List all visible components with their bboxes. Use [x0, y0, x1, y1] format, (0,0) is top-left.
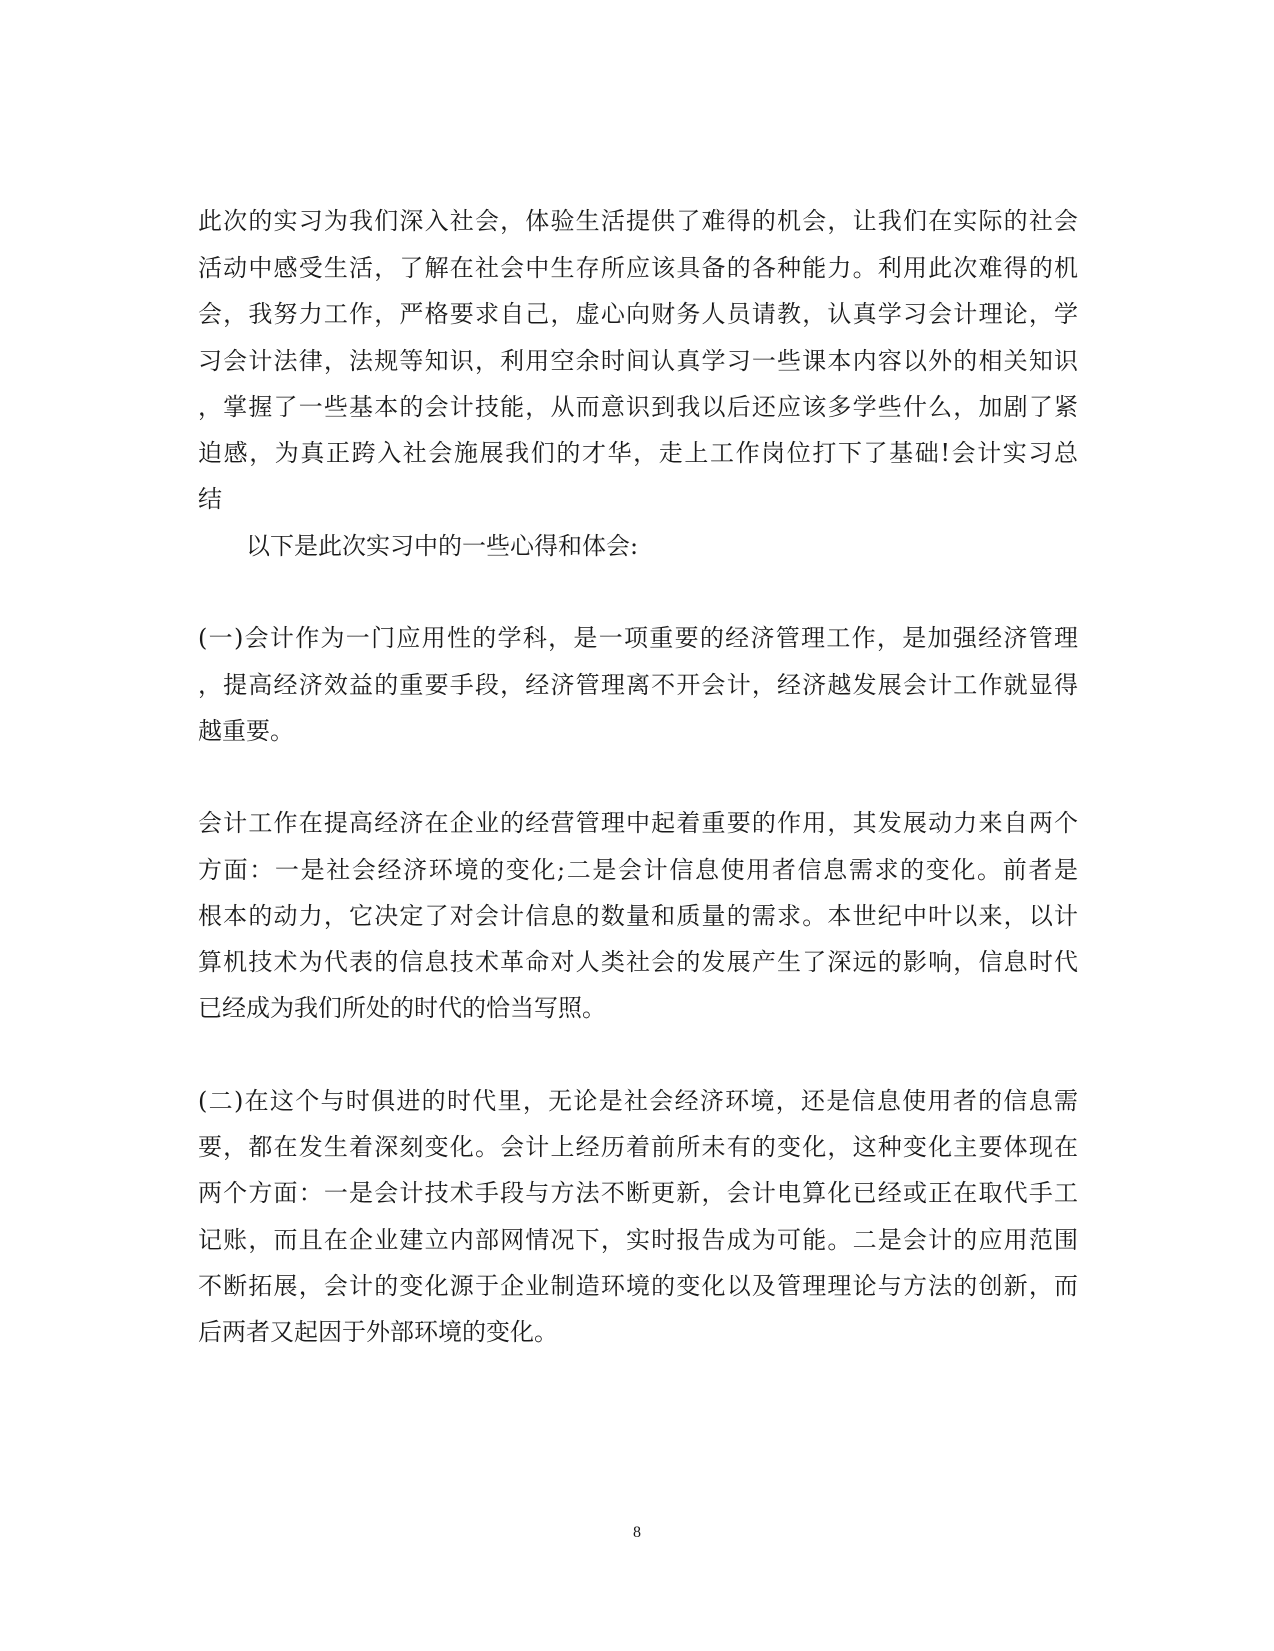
paragraph-1-line-3: 会，我努力工作，严格要求自己，虚心向财务人员请教，认真学习会计理论，学 [198, 300, 1078, 328]
paragraph-1-line-6: 迫感，为真正跨入社会施展我们的才华，走上工作岗位打下了基础!会计实习总 [198, 439, 1078, 467]
paragraph-1-line-2: 活动中感受生活，了解在社会中生存所应该具备的各种能力。利用此次难得的机 [198, 254, 1078, 282]
paragraph-5-line-6: 后两者又起因于外部环境的变化。 [198, 1318, 558, 1346]
paragraph-3-line-1: (一)会计作为一门应用性的学科，是一项重要的经济管理工作，是加强经济管理 [198, 624, 1078, 652]
paragraph-1-line-1: 此次的实习为我们深入社会，体验生活提供了难得的机会，让我们在实际的社会 [198, 207, 1078, 235]
paragraph-3-line-3: 越重要。 [198, 717, 294, 745]
paragraph-4-line-1: 会计工作在提高经济在企业的经营管理中起着重要的作用，其发展动力来自两个 [198, 809, 1078, 837]
page-number: 8 [633, 1524, 641, 1541]
paragraph-1-line-5: ，掌握了一些基本的会计技能，从而意识到我以后还应该多学些什么，加剧了紧 [198, 393, 1078, 421]
paragraph-1-line-7: 结 [198, 485, 222, 513]
paragraph-4-line-2: 方面：一是社会经济环境的变化;二是会计信息使用者信息需求的变化。前者是 [198, 856, 1078, 884]
paragraph-2-line-1: 以下是此次实习中的一些心得和体会: [246, 532, 639, 560]
paragraph-5-line-2: 要，都在发生着深刻变化。会计上经历着前所未有的变化，这种变化主要体现在 [198, 1133, 1078, 1161]
paragraph-4-line-5: 已经成为我们所处的时代的恰当写照。 [198, 994, 606, 1022]
paragraph-4-line-4: 算机技术为代表的信息技术革命对人类社会的发展产生了深远的影响，信息时代 [198, 948, 1078, 976]
paragraph-5-line-5: 不断拓展，会计的变化源于企业制造环境的变化以及管理理论与方法的创新，而 [198, 1272, 1078, 1300]
paragraph-5-line-4: 记账，而且在企业建立内部网情况下，实时报告成为可能。二是会计的应用范围 [198, 1226, 1078, 1254]
paragraph-3-line-2: ，提高经济效益的重要手段，经济管理离不开会计，经济越发展会计工作就显得 [198, 671, 1078, 699]
paragraph-5-line-3: 两个方面：一是会计技术手段与方法不断更新，会计电算化已经或正在取代手工 [198, 1179, 1078, 1207]
paragraph-5-line-1: (二)在这个与时俱进的时代里，无论是社会经济环境，还是信息使用者的信息需 [198, 1087, 1078, 1115]
paragraph-4-line-3: 根本的动力，它决定了对会计信息的数量和质量的需求。本世纪中叶以来，以计 [198, 902, 1078, 930]
paragraph-1-line-4: 习会计法律，法规等知识，利用空余时间认真学习一些课本内容以外的相关知识 [198, 347, 1078, 375]
